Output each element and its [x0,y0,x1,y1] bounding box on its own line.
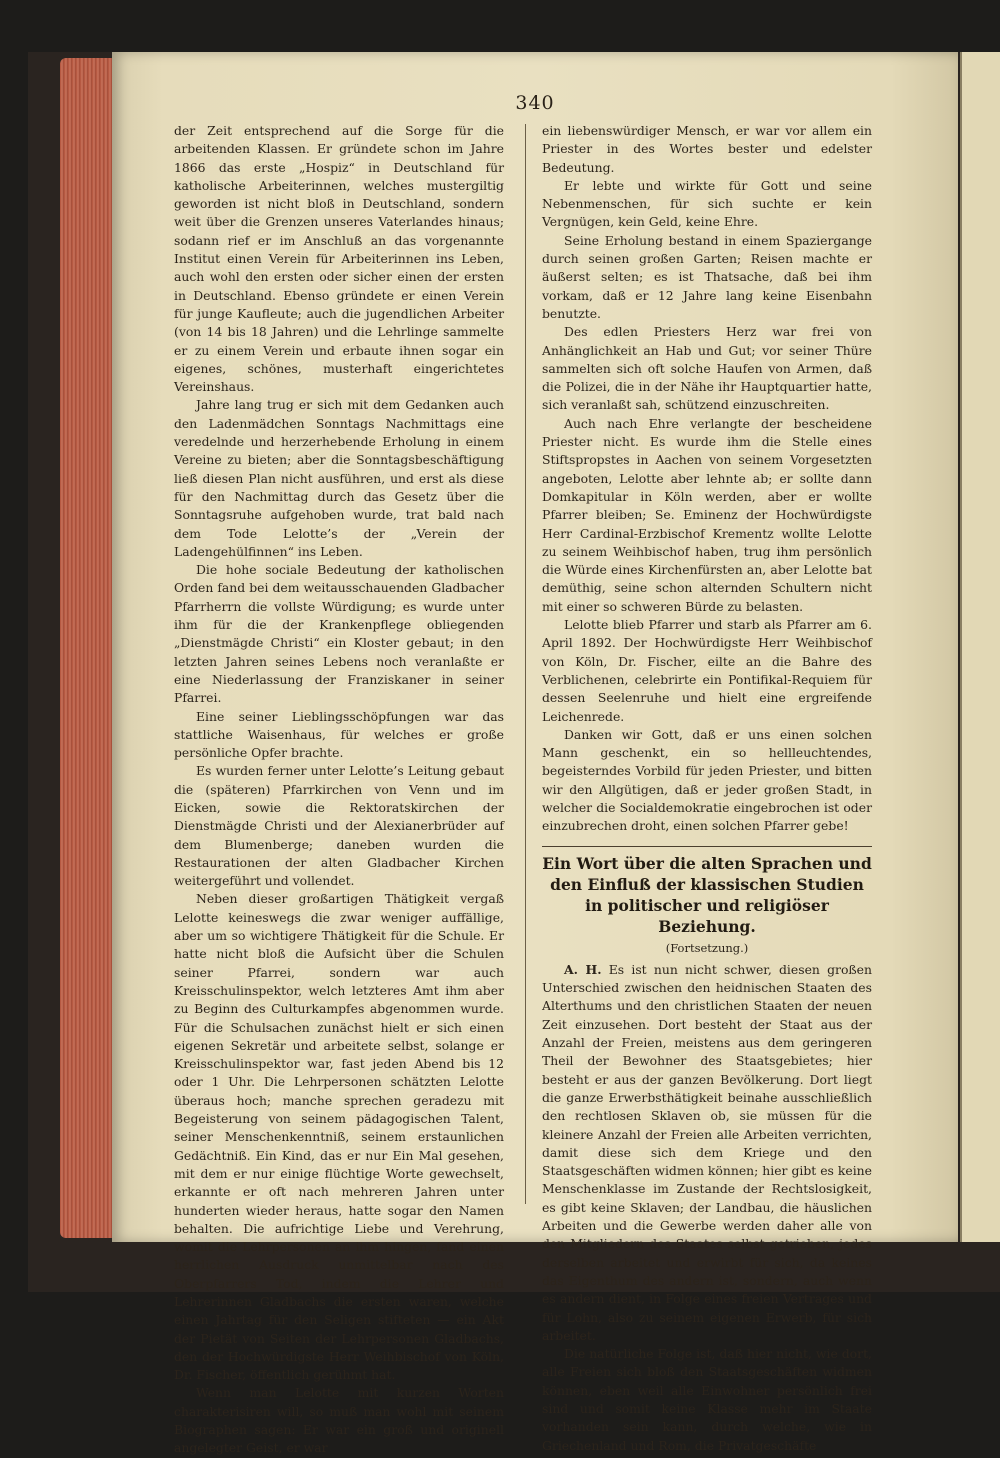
paragraph: Eine seiner Lieblingsschöpfungen war das stattliche Waisenhaus, für welches er große persönliche Opfer brachte. [174,708,504,761]
page-edges [60,58,120,1238]
paragraph: Lelotte blieb Pfarrer und starb als Pfarrer am 6. April 1892. Der Hochwürdigste Herr Weihbischof von Köln, Dr. Fischer, eilte an die Bahre des Verblichenen, celebrirte ein Pontifikal-Requiem für dessen Seelenruhe und hielt eine ergreifende Leichenrede. [542,617,872,724]
left-column [174,122,504,1458]
book-page [112,52,958,1456]
page-number: 340 [515,92,555,114]
paragraph: Seine Erholung bestand in einem Spaziergange durch seinen großen Garten; Reisen machte er äußerst selten; es ist Thatsache, daß bei ihm vorkam, daß er 12 Jahre lang keine Eisenbahn benutzte. [542,232,872,321]
paragraph: Die natürliche Folge ist, daß hier nicht, wie dort, alle Freien sich bloß den Staatsgeschäften widmen können, eben weil alle Einwohner persönlich frei sind und somit keine Klasse mehr im Staate vorhanden sein kann, durch welche, wie in Griechenland und Rom, die Privatgeschäfte [542,1346,872,1453]
next-page-edge [960,52,1000,1242]
paragraph: der Zeit entsprechend auf die Sorge für die arbeitenden Klassen. Er gründete schon im Jahre 1866 das erste „Hospiz“ in Deutschland für katholische Arbeiterinnen, welches mustergiltig geworden ist nicht bloß in Deutschland, sondern weit über die Grenzen unseres Vaterlandes hinaus; sodann rief er im Anschluß an das vorgenannte Institut einen Verein für Arbeiterinnen ins Leben, auch wohl den ersten oder sicher einen der ersten in Deutschland. Ebenso gründete er einen Verein für junge Kaufleute; auch die jugendlichen Arbeiter (von 14 bis 18 Jahren) und die Lehrlinge sammelte er zu einem Verein und erbaute ihnen sogar ein eigenes, schönes, musterhaft eingerichtetes Vereinshaus. [174,123,504,395]
continuation-note: (Fortsetzung.) [665,940,749,955]
paragraph: Die hohe sociale Bedeutung der katholischen Orden fand bei dem weitausschauenden Gladbacher Pfarrherrn die vollste Würdigung; es wurde unter ihm für die der Krankenpflege obliegenden „Dienstmägde Christi“ ein Kloster gebaut; in den letzten Jahren seines Lebens noch veranlaßte er eine Niederlassung der Franziskaner in seiner Pfarrei. [174,562,504,706]
article-author: A. H. [564,961,602,977]
paragraph: Auch nach Ehre verlangte der bescheidene Priester nicht. Es wurde ihm die Stelle eines Stiftspropstes in Aachen von seinem Vorgesetzten angeboten, Lelotte aber lehnte ab; er sollte dann Domkapitular in Köln werden, aber er wollte Pfarrer bleiben; Se. Eminenz der Hochwürdigste Herr Cardinal-Erzbischof Krementz wollte Lelotte zu seinem Weihbischof haben, trug ihm persönlich die Würde eines Kirchenfürsten an, aber Lelotte bat demüthig, seine schon alternden Schultern nicht mit einer so schweren Bürde zu belasten. [542,415,872,614]
article-divider [542,846,872,847]
paragraph: Er lebte und wirkte für Gott und seine Nebenmenschen, für sich suchte er kein Vergnügen, kein Geld, keine Ehre. [542,177,872,230]
paragraph: Des edlen Priesters Herz war frei von Anhänglichkeit an Hab und Gut; vor seiner Thüre sammelten sich oft solche Haufen von Armen, daß die Polizei, die in der Nähe ihr Hauptquartier hatte, sich veranlaßt sah, schützend einzuschreiten. [542,324,872,413]
paragraph: ein liebenswürdiger Mensch, er war vor allem ein Priester in des Wortes bester und edelster Bedeutung. [542,123,872,175]
paragraph: Jahre lang trug er sich mit dem Gedanken auch den Ladenmädchen Sonntags Nachmittags eine veredelnde und herzerhebende Erholung in einem Vereine zu bieten; aber die Sonntagsbeschäftigung ließ diesen Plan nicht ausführen, und erst als diese für den Nachmittag durch das Gesetz über die Sonntagsruhe aufgehoben wurde, trat bald nach dem Tode Lelotte’s der „Verein der Ladengehülfinnen“ ins Leben. [174,397,504,559]
paragraph: Es ist nun nicht schwer, diesen großen Unterschied zwischen den heidnischen Staaten des Alterthums und den christlichen Staaten der neuen Zeit einzusehen. Dort besteht der Staat aus der Anzahl der Freien, meistens aus dem geringeren Theil der Bewohner des Staatsgebietes; hier besteht er aus der ganzen Bevölkerung. Dort liegt die ganze Erwerbsthätigkeit beinahe ausschließlich den rechtlosen Sklaven ob, sie müssen für die kleinere Anzahl der Freien alle Arbeiten verrichten, damit diese sich dem Kriege und den Staatsgeschäften widmen können; hier gibt es keine Menschenklasse im Zustande der Rechtslosigkeit, es gibt keine Sklaven; der Landbau, die häuslichen Arbeiten und die Gewerbe werden daher alle von den Mitgliedern des Staates selbst getrieben, jedes derselben arbeitet und erwirbt für sich, da keines das Eigenthum des andern ist, sondern, auch wenn es andern dient, in Folge eines freien Vertrages und für Lohn, also zu seinem eigenen Erwerb, für sich arbeitet. [542,961,872,1343]
paragraph: Es wurden ferner unter Lelotte’s Leitung gebaut die (späteren) Pfarrkirchen von Venn und im Eicken, sowie die Rektoratskirchen der Dienstmägde Christi und der Alexianerbrüder auf dem Blumenberge; daneben wurden die Restaurationen der alten Gladbacher Kirchen weitergeführt und vollendet. [174,763,504,889]
column-divider [525,124,526,1204]
paragraph: Wenn man Lelotte mit kurzen Worten charakterisiren will, so muß man wohl mit seinem Biographen sagen: Er war ein groß und originell angelegter Geist, er war [174,1385,504,1456]
paragraph: Danken wir Gott, daß er uns einen solchen Mann geschenkt, ein so hellleuchtendes, begeisterndes Vorbild für jeden Priester, und bitten wir den Allgütigen, daß er jeder großen Stadt, in welcher die Socialdemokratie eingebrochen ist oder einzubrechen droht, einen solchen Pfarrer gebe! [542,726,872,834]
paragraph: Neben dieser großartigen Thätigkeit vergaß Lelotte keineswegs die zwar weniger auffällige, aber um so wichtigere Thätigkeit für die Schule. Er hatte nicht bloß die Aufsicht über die Schulen seiner Pfarrei, sondern war auch Kreisschulinspektor, welch letzteres Amt ihm aber zu Beginn des Culturkampfes abgenommen wurde. Für die Schulsachen zunächst hielt er sich einen eigenen Sekretär und arbeitete selbst, solange er Kreisschulinspektor war, fast jeden Abend bis 12 oder 1 Uhr. Die Lehrpersonen schätzten Lelotte überaus hoch; manche sprechen geradezu mit Begeisterung von seinem pädagogischen Talent, seiner Menschenkenntniß, seinem erstaunlichen Gedächtniß. Ein Kind, das er nur Ein Mal gesehen, mit dem er nur einige flüchtige Worte gewechselt, erkannte er oft nach mehreren Jahren unter hunderten wieder heraus, hatte sogar den Namen behalten. Die aufrichtige Liebe und Verehrung, womit die Lehrpersonen an ihm hingen, fand einen herrlichen Ausdruck unmittelbar nach des Oberpfarrers Tod, indem die Lehrer und Lehrerinnen Gladbachs die ersten waren, welche einen Jahrtag für den Seligen stifteten — ein Akt der Pietät von Seiten der Lehrpersonen Gladbachs, den der Hochwürdigste Herr Weihbischof von Köln, Dr. Fischer, öffentlich gerühmt hat. [174,891,504,1383]
article-title: Ein Wort über die alten Sprachen und den Einfluß der klassischen Studien in politischer und religiöser Beziehung. [542,853,872,936]
right-column [542,122,872,1455]
